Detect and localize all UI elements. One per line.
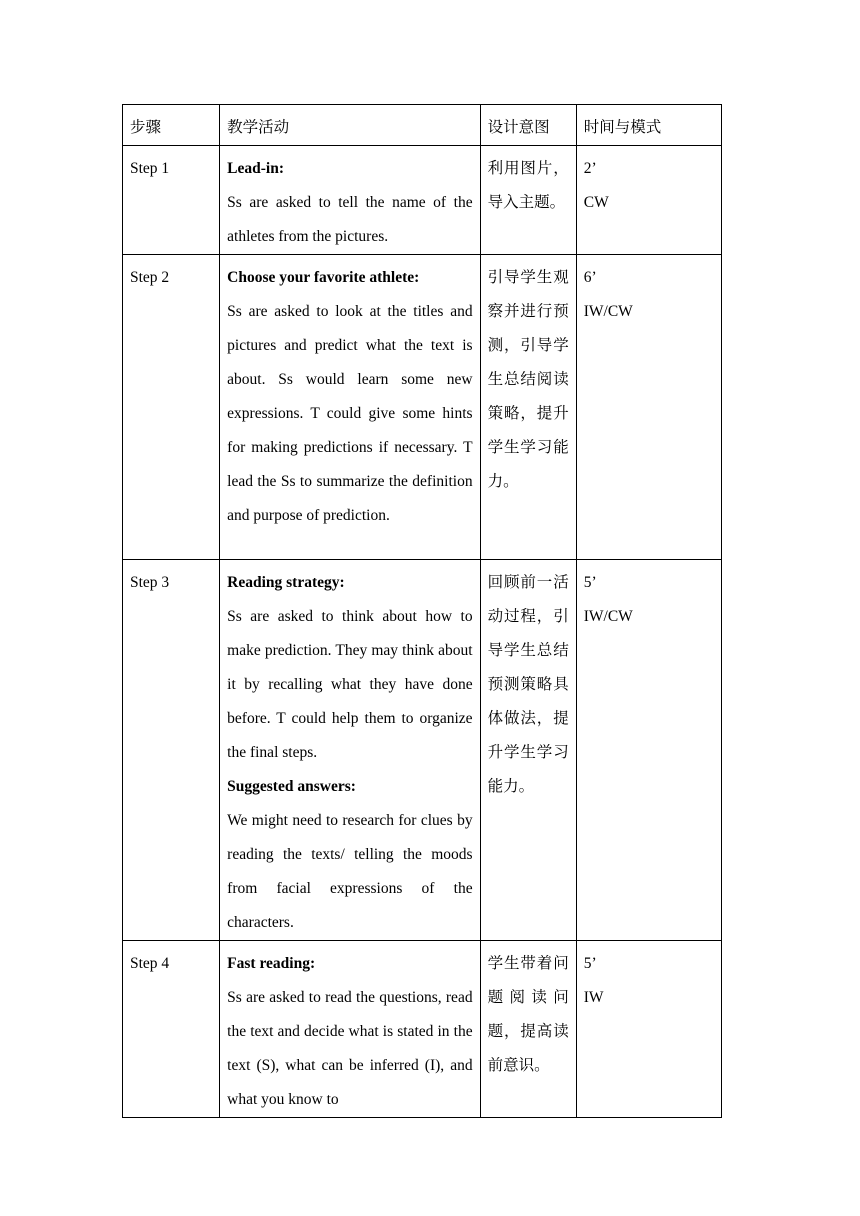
mode-value: IW/CW (583, 303, 633, 320)
table-header-row (123, 105, 722, 146)
intent-cell (480, 146, 576, 255)
intent-cell (480, 560, 576, 941)
activity-cell (220, 941, 480, 1118)
table-row (123, 255, 722, 560)
suggested-answers-title: Suggested answers: (227, 778, 356, 795)
header-intent: 设计意图 (480, 105, 576, 146)
activity-title: Reading strategy: (227, 574, 345, 591)
intent-text: 利用图片，导入主题。 (487, 160, 569, 211)
time-value: 5’ (583, 574, 597, 591)
step-cell: Step 4 (123, 941, 220, 1118)
activity-text: Ss are asked to read the questions, read the text and decide what is stated in the text (S), what can be inferred (I), and what you know to (227, 989, 473, 1108)
table-row (123, 560, 722, 941)
activity-cell (220, 146, 480, 255)
step-cell: Step 1 (123, 146, 220, 255)
time-value: 5’ (583, 955, 597, 972)
activity-title: Fast reading: (227, 955, 316, 972)
step-cell: Step 3 (123, 560, 220, 941)
intent-cell (480, 255, 576, 560)
time-value: 6’ (583, 269, 597, 286)
mode-value: CW (583, 194, 609, 211)
activity-text: Ss are asked to think about how to make prediction. They may think about it by recalling what they have done before. T could help them to organize the final steps. (227, 608, 473, 761)
time-mode-cell (576, 146, 721, 255)
time-mode-cell (576, 941, 721, 1118)
table-row (123, 941, 722, 1118)
intent-text: 回顾前一活动过程，引导学生总结预测策略具体做法，提升学生学习能力。 (487, 574, 569, 795)
activity-cell (220, 255, 480, 560)
header-step: 步骤 (123, 105, 220, 146)
mode-value: IW/CW (583, 608, 633, 625)
activity-text: Ss are asked to look at the titles and pictures and predict what the text is about. Ss would learn some new expressions. T could give some hints for making predictions if necessary. T lead the Ss to summarize the definition and purpose of prediction. (227, 303, 473, 524)
header-time-mode: 时间与模式 (576, 105, 721, 146)
table-row (123, 146, 722, 255)
suggested-answers-text: We might need to research for clues by reading the texts/ telling the moods from facial expressions of the characters. (227, 812, 473, 931)
intent-cell (480, 941, 576, 1118)
intent-text: 引导学生观察并进行预测，引导学生总结阅读策略，提升学生学习能力。 (487, 269, 569, 490)
intent-text: 学生带着问题阅读问题，提高读前意识。 (487, 955, 569, 1074)
time-mode-cell (576, 255, 721, 560)
activity-title: Choose your favorite athlete: (227, 269, 420, 286)
header-activity: 教学活动 (220, 105, 480, 146)
time-value: 2’ (583, 160, 597, 177)
mode-value: IW (583, 989, 604, 1006)
activity-cell (220, 560, 480, 941)
activity-text: Ss are asked to tell the name of the athletes from the pictures. (227, 194, 473, 245)
step-cell: Step 2 (123, 255, 220, 560)
time-mode-cell (576, 560, 721, 941)
activity-title: Lead-in: (227, 160, 284, 177)
lesson-plan-table (122, 104, 722, 1118)
